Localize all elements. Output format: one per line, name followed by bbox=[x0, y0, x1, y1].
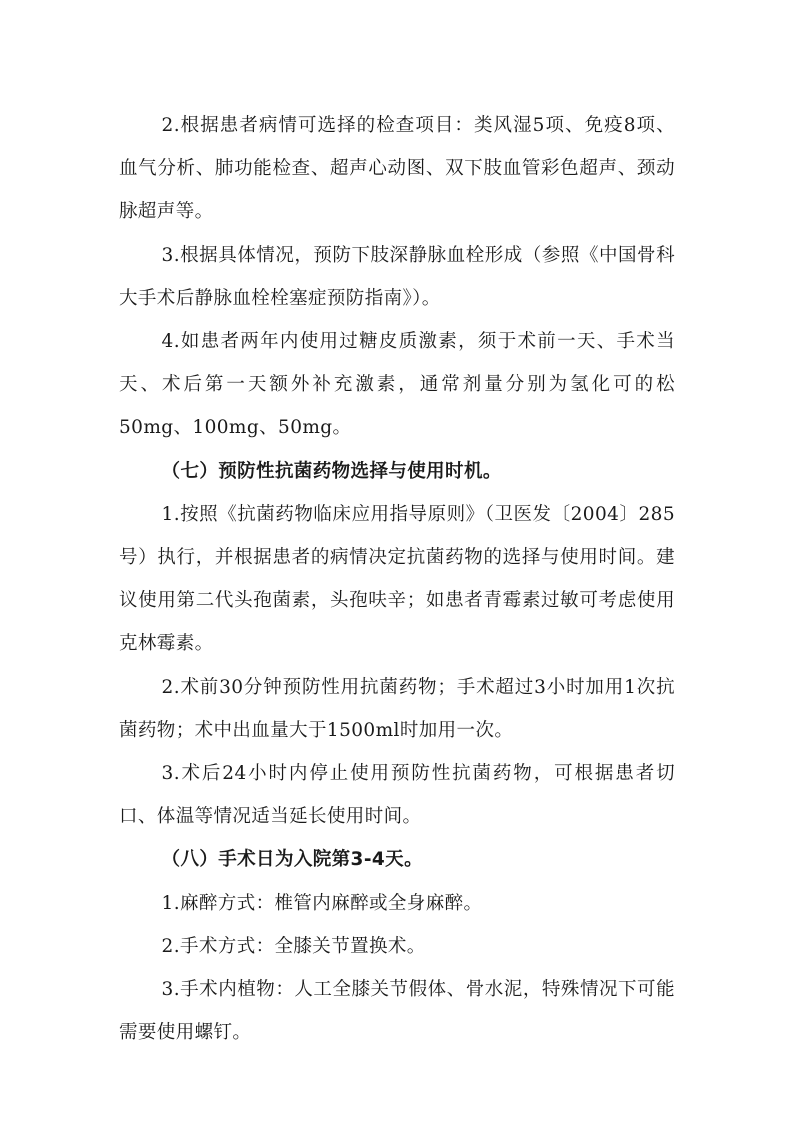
paragraph-antibiotic-stop: 3.术后24小时内停止使用预防性抗菌药物，可根据患者切口、体温等情况适当延长使用时间。 bbox=[119, 763, 675, 828]
paragraph-antibiotic-guideline: 1.按照《抗菌药物临床应用指导原则》（卫医发〔2004〕285号）执行，并根据患者的病情决定抗菌药物的选择与使用时间。建议使用第二代头孢菌素，头孢呋辛；如患者青霉素过敏可考虑使用克林霉素。 bbox=[119, 503, 675, 655]
paragraph-glucocorticoid: 4.如患者两年内使用过糖皮质激素，须于术前一天、手术当天、术后第一天额外补充激素，通常剂量分别为氢化可的松50mg、100mg、50mg。 bbox=[119, 331, 675, 439]
paragraph-antibiotic-timing: 2.术前30分钟预防性用抗菌药物；手术超过3小时加用1次抗菌药物；术中出血量大于1500ml时加用一次。 bbox=[119, 676, 675, 741]
section-heading-antibiotics: （七）预防性抗菌药物选择与使用时机。 bbox=[161, 460, 502, 482]
section-heading-surgery-day: （八）手术日为入院第3-4天。 bbox=[161, 849, 423, 871]
document-body bbox=[119, 104, 675, 1054]
paragraph-dvt-prevention: 3.根据具体情况，预防下肢深静脉血栓形成（参照《中国骨科大手术后静脉血栓栓塞症预防指南》）。 bbox=[119, 244, 675, 309]
paragraph-implants: 3.手术内植物：人工全膝关节假体、骨水泥，特殊情况下可能需要使用螺钉。 bbox=[119, 979, 675, 1044]
paragraph-exam-items: 2.根据患者病情可选择的检查项目：类风湿5项、免疫8项、血气分析、肺功能检查、超声心动图、双下肢血管彩色超声、颈动脉超声等。 bbox=[119, 115, 675, 223]
paragraph-surgery-method: 2.手术方式：全膝关节置换术。 bbox=[161, 935, 426, 957]
paragraph-anesthesia: 1.麻醉方式：椎管内麻醉或全身麻醉。 bbox=[161, 892, 483, 914]
